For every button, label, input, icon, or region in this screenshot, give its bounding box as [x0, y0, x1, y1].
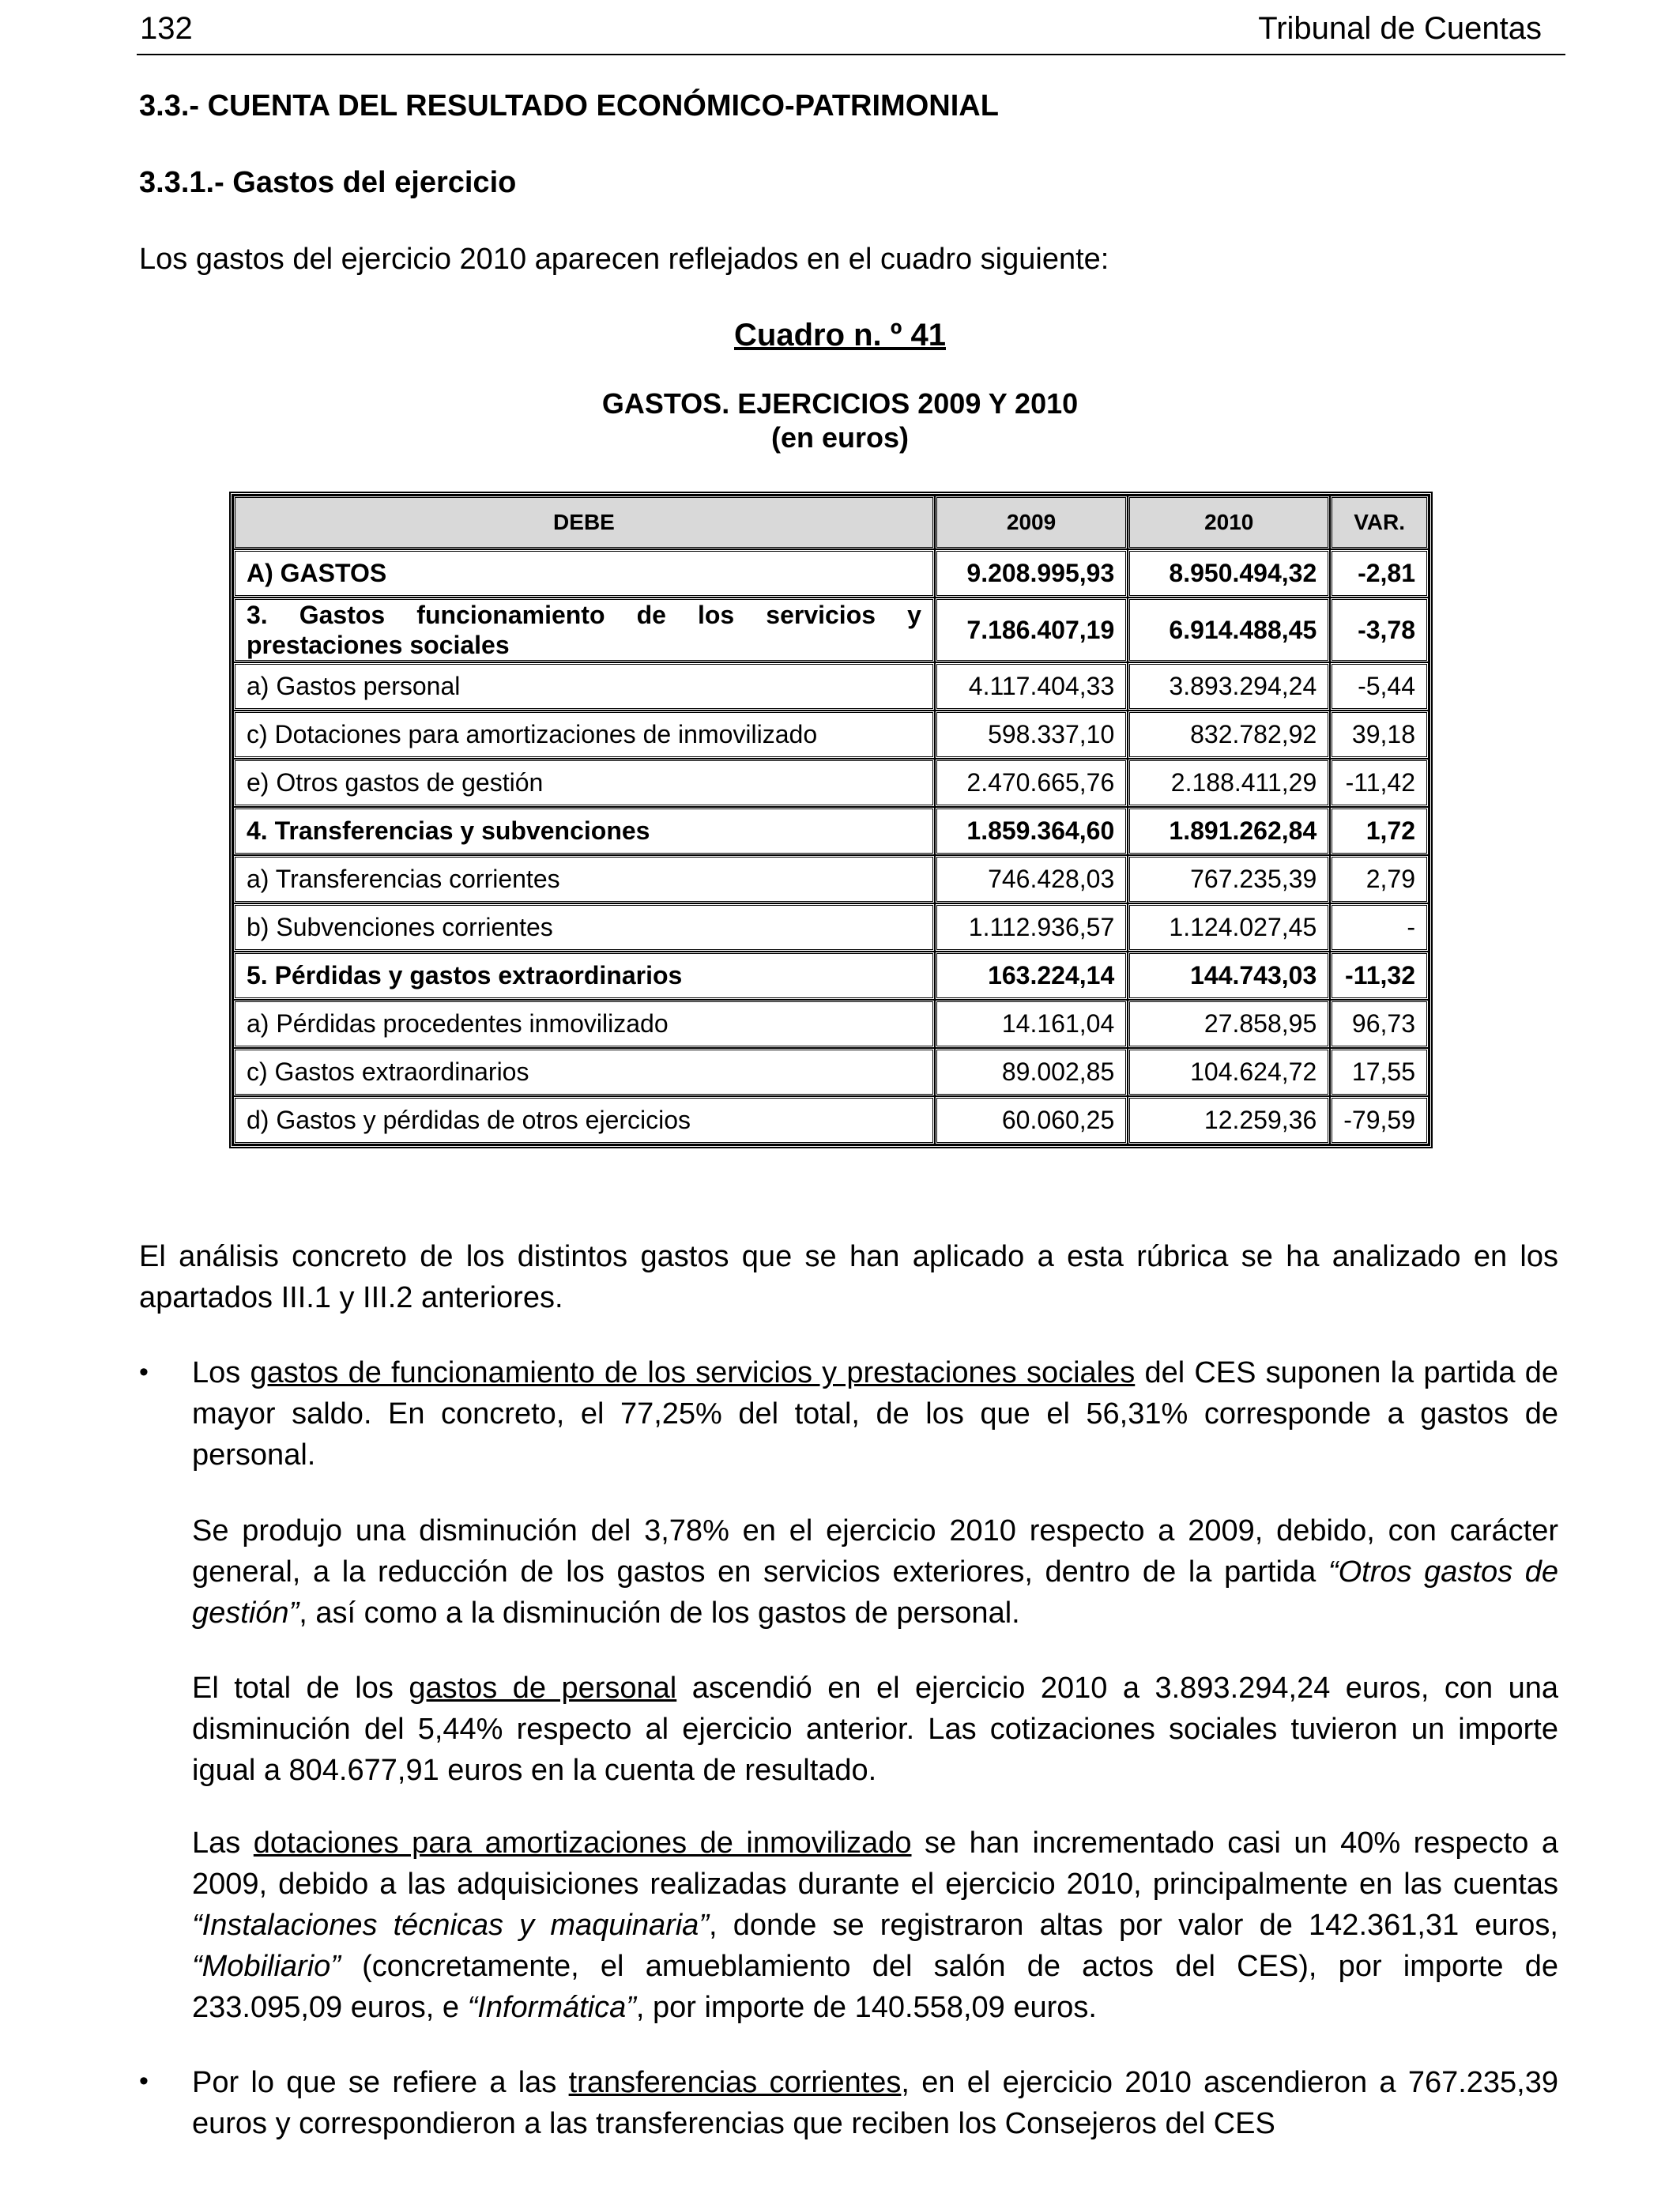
- row-label: e) Otros gastos de gestión: [233, 759, 935, 807]
- header-2009: 2009: [935, 496, 1128, 549]
- table-row: [233, 855, 1429, 903]
- underlined-term: transferencias corrientes: [568, 2066, 902, 2099]
- section-heading: 3.3.- CUENTA DEL RESULTADO ECONÓMICO-PATRIMONIAL: [139, 89, 999, 123]
- header-2010: 2010: [1128, 496, 1330, 549]
- underlined-term: gastos de funcionamiento de los servicios y prestaciones sociales: [250, 1356, 1136, 1389]
- row-label: 4. Transferencias y subvenciones: [233, 807, 935, 855]
- value-2010: 27.858,95: [1128, 1000, 1330, 1048]
- value-var: -3,78: [1330, 598, 1429, 662]
- value-2009: 1.112.936,57: [935, 903, 1128, 952]
- table-row: [233, 662, 1429, 711]
- row-label: A) GASTOS: [233, 549, 935, 598]
- row-label: c) Dotaciones para amortizaciones de inmovilizado: [233, 711, 935, 759]
- value-var: -5,44: [1330, 662, 1429, 711]
- text-span: Los: [192, 1356, 241, 1389]
- paragraph-gastos-personal: [192, 1668, 1558, 1791]
- value-2009: 746.428,03: [935, 855, 1128, 903]
- row-label: d) Gastos y pérdidas de otros ejercicios: [233, 1096, 935, 1144]
- paragraph-dotaciones: [192, 1823, 1558, 2028]
- value-2009: 163.224,14: [935, 952, 1128, 1000]
- row-label: b) Subvenciones corrientes: [233, 903, 935, 952]
- value-var: -79,59: [1330, 1096, 1429, 1144]
- value-2009: 9.208.995,93: [935, 549, 1128, 598]
- text-span: se han incrementado casi un 40% respecto a 2009, debido a las adquisiciones realizadas durante el ejercicio 2010, principalmente en las cuentas: [192, 1826, 1558, 1901]
- text-span: , donde se registraron altas por valor de 142.361,31 euros,: [708, 1909, 1558, 1942]
- italic-term: “Informática”: [467, 1991, 636, 2024]
- value-var: 2,79: [1330, 855, 1429, 903]
- value-2009: 598.337,10: [935, 711, 1128, 759]
- value-var: -: [1330, 903, 1429, 952]
- text-span: ascendió en el ejercicio 2010 a 3.893.294,24 euros, con una disminución del 5,44% respecto al ejercicio anterior. Las cotizaciones sociales tuvieron un importe igual a 804.677,91 euros en la cuenta de resultado.: [192, 1672, 1559, 1787]
- table-row: [233, 598, 1429, 662]
- running-title: Tribunal de Cuentas: [1258, 11, 1542, 46]
- table-row: [233, 1048, 1429, 1096]
- value-2010: 6.914.488,45: [1128, 598, 1330, 662]
- table-row: [233, 903, 1429, 952]
- bullet-marker: •: [139, 1357, 149, 1387]
- header-debe: DEBE: [233, 496, 935, 549]
- bullet-paragraph-funcionamiento: [192, 1352, 1558, 1476]
- value-2010: 832.782,92: [1128, 711, 1330, 759]
- italic-term: “Instalaciones técnicas y maquinaria”: [192, 1909, 709, 1942]
- underlined-term: dotaciones para amortizaciones de inmovilizado: [253, 1826, 912, 1860]
- text-span: Las: [192, 1826, 241, 1860]
- value-var: -2,81: [1330, 549, 1429, 598]
- table-row: [233, 952, 1429, 1000]
- value-var: 96,73: [1330, 1000, 1429, 1048]
- underlined-term: gastos de personal: [409, 1672, 677, 1705]
- text-span: , en el ejercicio 2010 ascendieron a 767.235,39 euros y correspondieron a las transferencias que reciben los Consejeros del CES: [192, 2066, 1559, 2140]
- row-label: 3. Gastos funcionamiento de los servicios y prestaciones sociales: [233, 598, 935, 662]
- caption-number-text: Cuadro n. º 41: [734, 318, 946, 352]
- row-label: a) Transferencias corrientes: [233, 855, 935, 903]
- text-span: Se produjo una disminución del 3,78% en el ejercicio 2010 respecto a 2009, debido, con carácter general, a la reducción de los gastos en servicios exteriores, dentro de la partida: [192, 1514, 1558, 1589]
- table-row: [233, 1000, 1429, 1048]
- value-var: -11,32: [1330, 952, 1429, 1000]
- text-span: , por importe de 140.558,09 euros.: [635, 1991, 1097, 2024]
- table-header-row: [233, 496, 1429, 549]
- value-var: -11,42: [1330, 759, 1429, 807]
- value-2010: 1.891.262,84: [1128, 807, 1330, 855]
- table-caption-unit: (en euros): [770, 421, 910, 454]
- value-2010: 2.188.411,29: [1128, 759, 1330, 807]
- value-2010: 8.950.494,32: [1128, 549, 1330, 598]
- text-span: del CES suponen la partida de mayor saldo. En concreto, el 77,25% del total, de los que el 56,31% corresponde a gastos de personal.: [192, 1356, 1559, 1472]
- table-caption-title: GASTOS. EJERCICIOS 2009 Y 2010: [601, 387, 1079, 420]
- table-row: [233, 807, 1429, 855]
- value-2010: 767.235,39: [1128, 855, 1330, 903]
- value-2009: 4.117.404,33: [935, 662, 1128, 711]
- value-2009: 2.470.665,76: [935, 759, 1128, 807]
- italic-term: “Mobiliario”: [192, 1950, 341, 1983]
- value-2010: 1.124.027,45: [1128, 903, 1330, 952]
- text-span: (concretamente, el amueblamiento del salón de actos del CES), por importe de 233.095,09 euros, e: [192, 1950, 1558, 2024]
- intro-text: Los gastos del ejercicio 2010 aparecen reflejados en el cuadro siguiente:: [139, 243, 1109, 276]
- value-2010: 104.624,72: [1128, 1048, 1330, 1096]
- value-2009: 14.161,04: [935, 1000, 1128, 1048]
- bullet-paragraph-transferencias: [192, 2062, 1558, 2144]
- value-2009: 89.002,85: [935, 1048, 1128, 1096]
- row-label: a) Gastos personal: [233, 662, 935, 711]
- table-row: [233, 759, 1429, 807]
- table-row: [233, 711, 1429, 759]
- text-span: , así como a la disminución de los gastos de personal.: [299, 1596, 1020, 1630]
- value-var: 17,55: [1330, 1048, 1429, 1096]
- table-row: [233, 1096, 1429, 1144]
- italic-term: “Otros gastos de gestión”: [192, 1555, 1558, 1630]
- value-2010: 3.893.294,24: [1128, 662, 1330, 711]
- table-row: [233, 549, 1429, 598]
- row-label: a) Pérdidas procedentes inmovilizado: [233, 1000, 935, 1048]
- row-label: 5. Pérdidas y gastos extraordinarios: [233, 952, 935, 1000]
- row-label: c) Gastos extraordinarios: [233, 1048, 935, 1096]
- value-2009: 7.186.407,19: [935, 598, 1128, 662]
- value-var: 1,72: [1330, 807, 1429, 855]
- page-header: [137, 11, 1565, 55]
- table-caption-number: [0, 318, 1680, 353]
- text-span: El total de los: [192, 1672, 394, 1705]
- value-var: 39,18: [1330, 711, 1429, 759]
- bullet-marker: •: [139, 2066, 149, 2096]
- header-var: VAR.: [1330, 496, 1429, 549]
- value-2009: 60.060,25: [935, 1096, 1128, 1144]
- paragraph-disminucion: [192, 1510, 1558, 1634]
- page-number: 132: [140, 11, 193, 46]
- subsection-heading: 3.3.1.- Gastos del ejercicio: [139, 166, 517, 199]
- value-2010: 12.259,36: [1128, 1096, 1330, 1144]
- value-2010: 144.743,03: [1128, 952, 1330, 1000]
- analysis-paragraph: El análisis concreto de los distintos gastos que se han aplicado a esta rúbrica se ha analizado en los apartados III.1 y III.2 anteriores.: [139, 1240, 1558, 1314]
- expenses-table: [229, 492, 1433, 1148]
- value-2009: 1.859.364,60: [935, 807, 1128, 855]
- text-span: Por lo que se refiere a las: [192, 2066, 557, 2099]
